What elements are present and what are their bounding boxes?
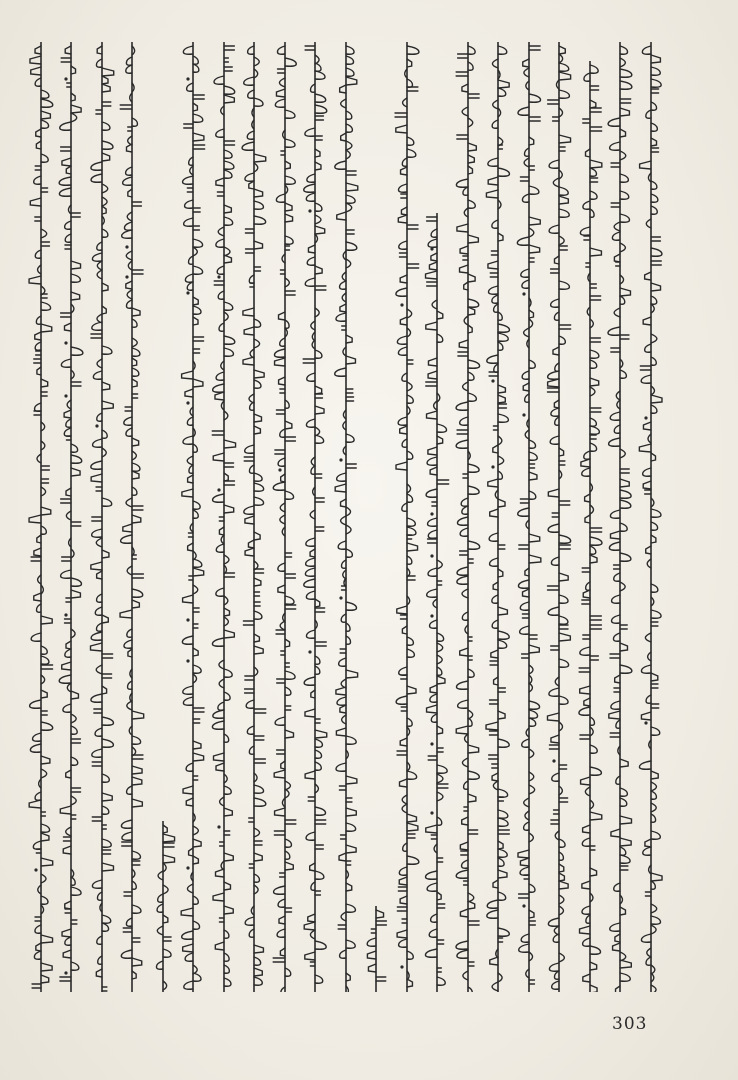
script-line xyxy=(119,42,145,992)
text-column xyxy=(424,42,450,992)
script-line xyxy=(485,42,511,992)
text-column xyxy=(333,42,359,992)
text-column xyxy=(455,42,481,992)
script-line xyxy=(546,42,572,992)
text-column xyxy=(485,42,511,992)
text-column xyxy=(119,42,145,992)
script-line xyxy=(607,42,633,992)
page-number: 303 xyxy=(612,1014,648,1034)
text-column xyxy=(516,42,542,992)
script-line xyxy=(363,42,389,992)
text-column xyxy=(638,42,664,992)
text-column xyxy=(150,42,176,992)
script-line xyxy=(516,42,542,992)
script-line xyxy=(394,42,420,992)
text-column xyxy=(58,42,84,992)
text-column xyxy=(89,42,115,992)
text-column xyxy=(546,42,572,992)
script-line xyxy=(58,42,84,992)
text-column xyxy=(577,42,603,992)
script-line xyxy=(302,42,328,992)
script-line xyxy=(638,42,664,992)
script-line xyxy=(211,42,237,992)
script-line xyxy=(150,42,176,992)
text-column xyxy=(363,42,389,992)
script-line xyxy=(577,42,603,992)
text-column xyxy=(180,42,206,992)
text-column xyxy=(607,42,633,992)
text-column xyxy=(394,42,420,992)
script-line xyxy=(241,42,267,992)
text-column xyxy=(302,42,328,992)
mongolian-text-block xyxy=(28,42,668,992)
script-line xyxy=(28,42,54,992)
text-column xyxy=(28,42,54,992)
script-line xyxy=(272,42,298,992)
script-line xyxy=(89,42,115,992)
text-column xyxy=(272,42,298,992)
text-column xyxy=(241,42,267,992)
text-column xyxy=(211,42,237,992)
script-line xyxy=(180,42,206,992)
script-line xyxy=(424,42,450,992)
script-line xyxy=(333,42,359,992)
script-line xyxy=(455,42,481,992)
